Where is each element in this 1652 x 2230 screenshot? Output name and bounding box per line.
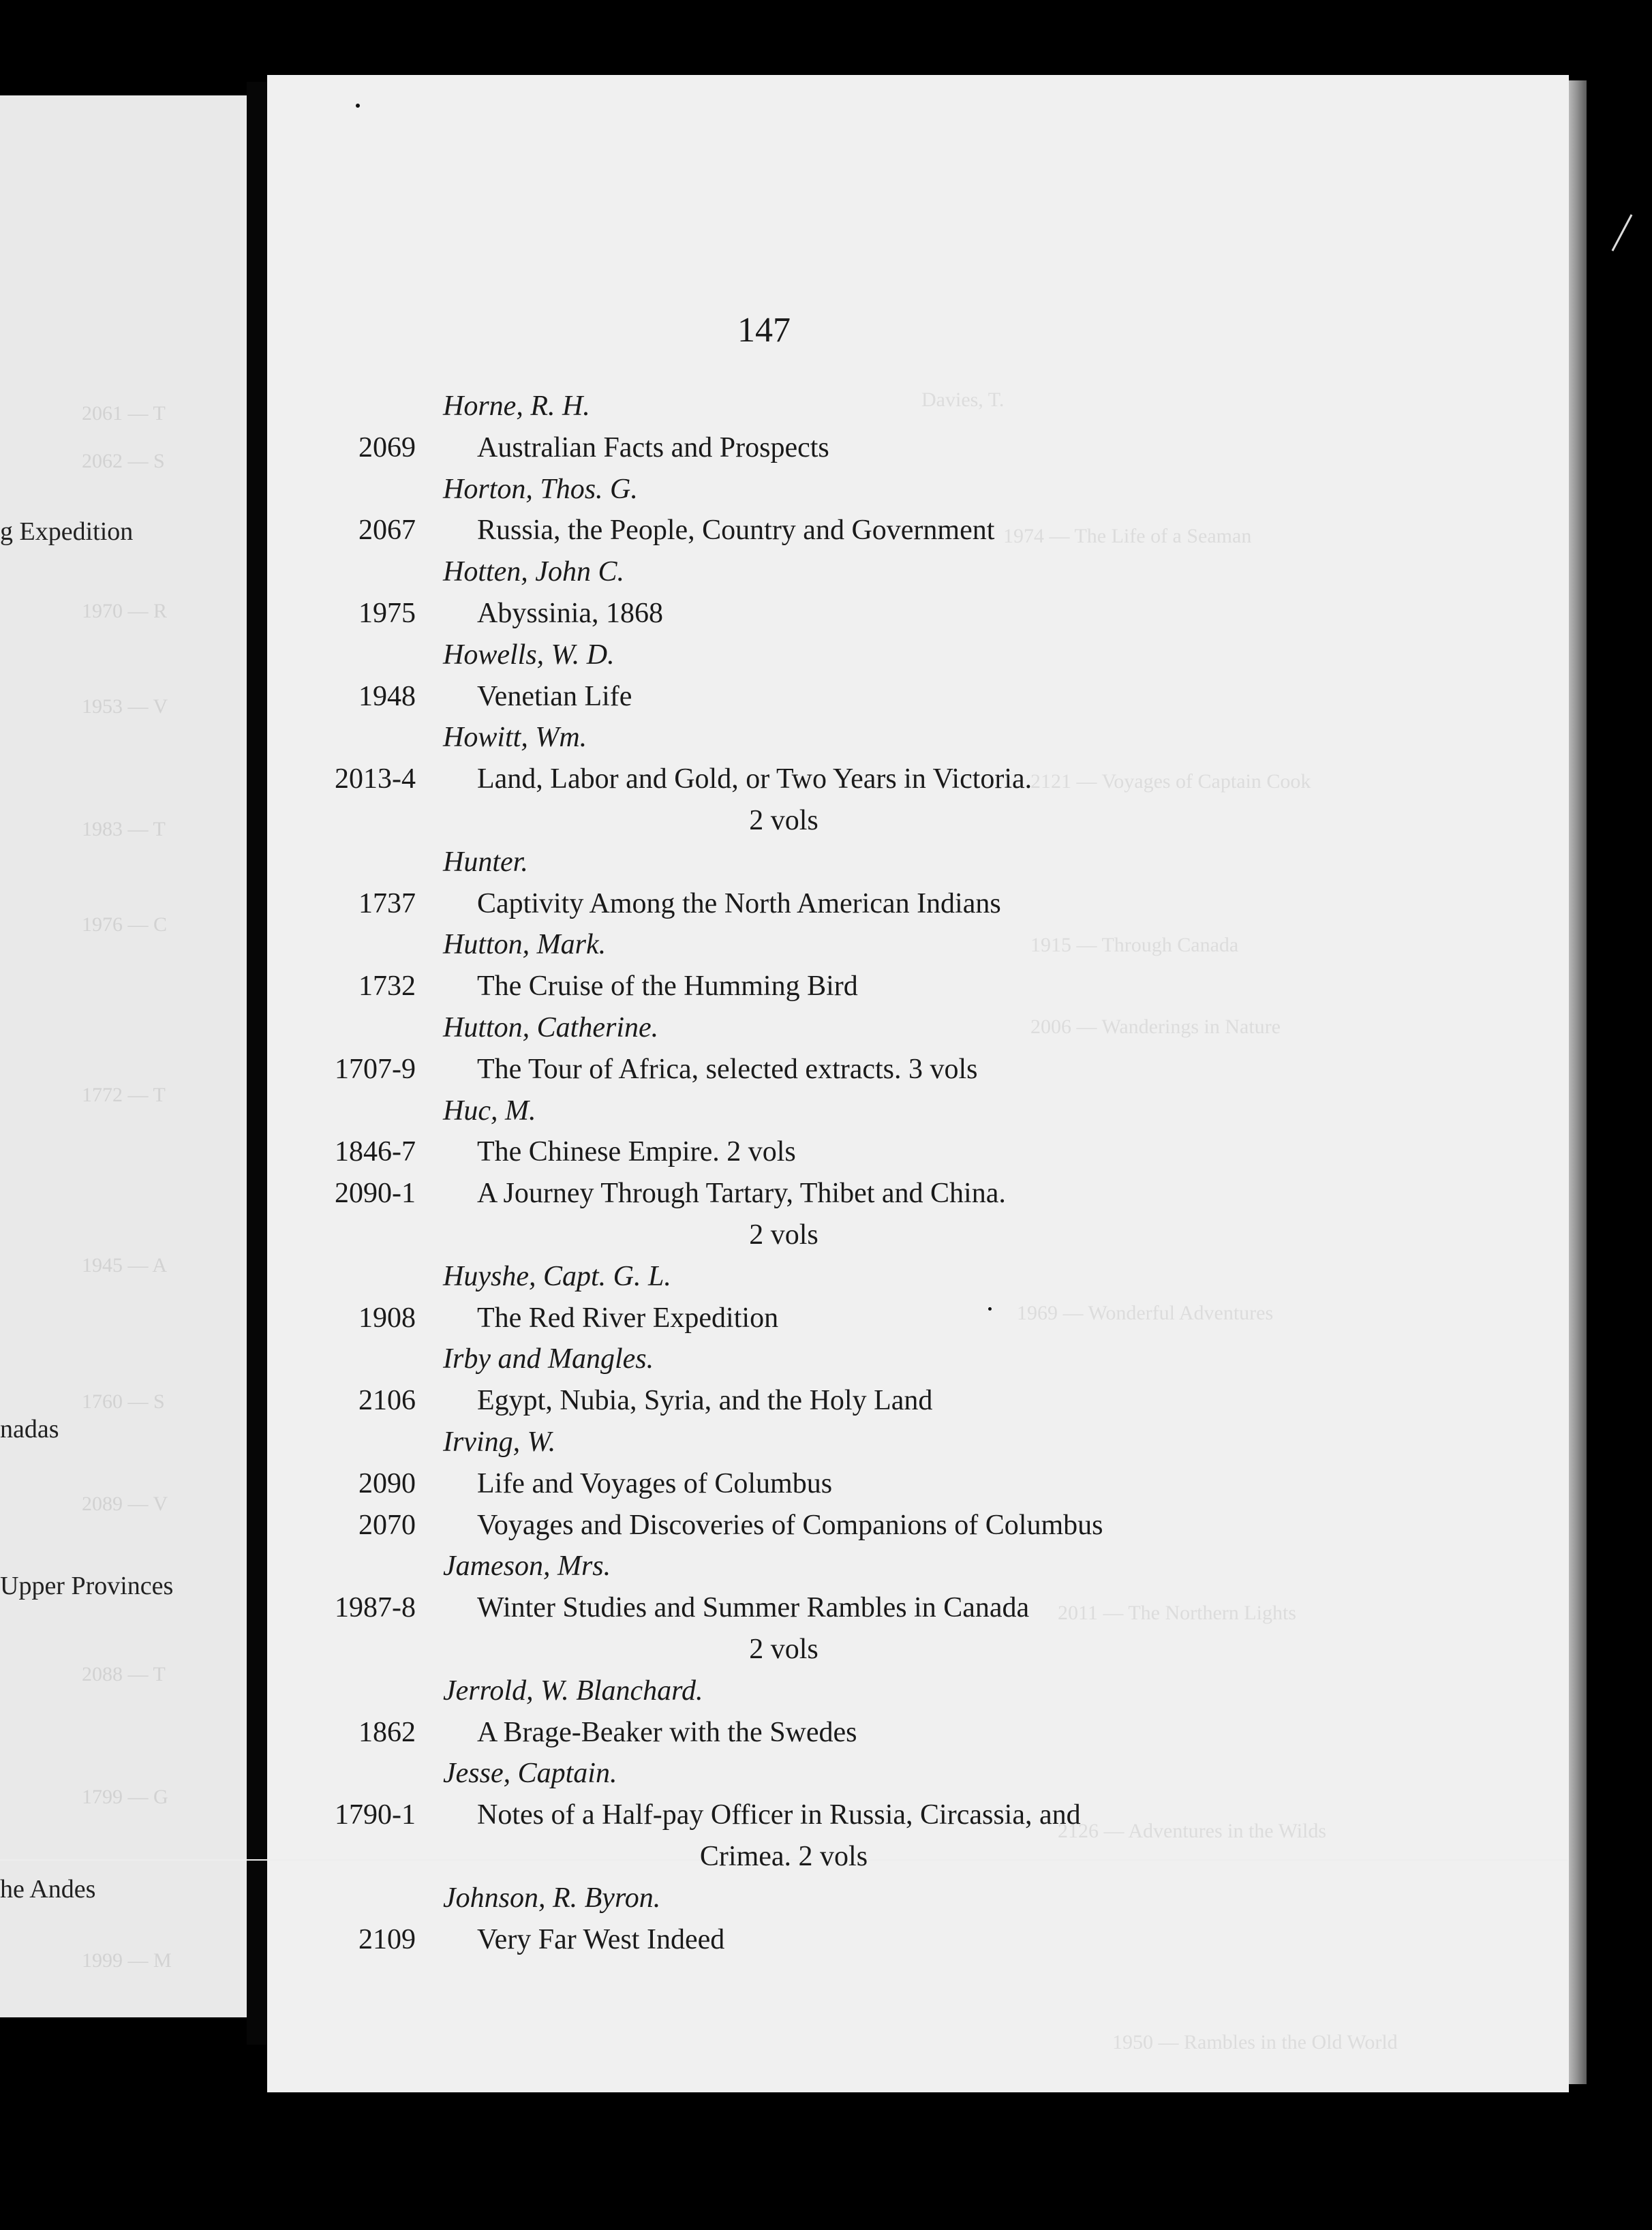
author-name: Irving, W. bbox=[443, 1426, 556, 1458]
catalog-entry bbox=[273, 1381, 1240, 1420]
book-title: The Tour of Africa, selected extracts. 3 vols bbox=[477, 1053, 978, 1085]
author-name: Johnson, R. Byron. bbox=[443, 1882, 661, 1914]
author-name: Horne, R. H. bbox=[443, 391, 590, 422]
book-title: Land, Labor and Gold, or Two Years in Victoria. bbox=[477, 763, 1032, 795]
book-title: Winter Studies and Summer Rambles in Canada bbox=[477, 1592, 1030, 1624]
book-title: Life and Voyages of Columbus bbox=[477, 1467, 833, 1499]
catalog-number: 2090-1 bbox=[335, 1178, 416, 1210]
left-faint-text: 1953 — V bbox=[82, 695, 168, 718]
bleed-through-text: 2011 — The Northern Lights bbox=[1058, 1602, 1296, 1624]
catalog-entry bbox=[273, 677, 1240, 716]
catalog-number: 1737 bbox=[358, 887, 416, 919]
book-title: Egypt, Nubia, Syria, and the Holy Land bbox=[477, 1385, 933, 1417]
author-name: Jerrold, W. Blanchard. bbox=[443, 1675, 703, 1707]
author-heading bbox=[273, 926, 1240, 964]
left-faint-text: 1999 — M bbox=[82, 1949, 172, 1972]
author-name: Huyshe, Capt. G. L. bbox=[443, 1260, 671, 1292]
catalog-number: 1790-1 bbox=[335, 1799, 416, 1831]
bleed-through-text: 1974 — The Life of a Seaman bbox=[1003, 525, 1252, 547]
author-heading bbox=[273, 1672, 1240, 1710]
author-name: Huc, M. bbox=[443, 1095, 536, 1127]
book-title: Venetian Life bbox=[477, 680, 632, 712]
catalog-entry bbox=[273, 1174, 1240, 1212]
volume-note: 2 vols bbox=[749, 805, 819, 836]
left-faint-text: 2062 — S bbox=[82, 450, 165, 472]
author-heading bbox=[273, 1009, 1240, 1047]
book-title: Captivity Among the North American Indians bbox=[477, 887, 1001, 919]
left-faint-text: 1760 — S bbox=[82, 1390, 165, 1413]
book-title: Very Far West Indeed bbox=[477, 1923, 725, 1955]
volume-note: Crimea. 2 vols bbox=[699, 1841, 868, 1872]
book-title: A Journey Through Tartary, Thibet and China. bbox=[477, 1178, 1006, 1210]
author-name: Hotten, John C. bbox=[443, 556, 624, 588]
catalog-number: 1987-8 bbox=[335, 1592, 416, 1624]
author-heading bbox=[273, 1092, 1240, 1130]
author-heading bbox=[273, 1754, 1240, 1792]
catalog-number: 2070 bbox=[358, 1509, 416, 1541]
catalog-number: 2069 bbox=[358, 431, 416, 463]
catalog-number: 2090 bbox=[358, 1467, 416, 1499]
left-faint-text: 1983 — T bbox=[82, 818, 166, 840]
catalog-entry bbox=[273, 1299, 1240, 1337]
catalog-number: 1975 bbox=[358, 598, 416, 629]
catalog-entry bbox=[273, 1713, 1240, 1752]
bleed-through-text: 2126 — Adventures in the Wilds bbox=[1058, 1820, 1327, 1842]
catalog-number: 2106 bbox=[358, 1385, 416, 1417]
page-number: 147 bbox=[737, 311, 791, 350]
author-heading bbox=[273, 843, 1240, 881]
catalog-entry bbox=[273, 1465, 1240, 1503]
bleed-through-text: Davies, T. bbox=[921, 388, 1005, 411]
left-faint-text: 1799 — G bbox=[82, 1786, 168, 1808]
author-name: Hunter. bbox=[443, 846, 528, 878]
catalog-entry bbox=[273, 1589, 1240, 1627]
author-heading bbox=[273, 553, 1240, 591]
left-faint-text: 1945 — A bbox=[82, 1254, 168, 1277]
continuation-line bbox=[273, 1837, 1240, 1876]
left-faint-text: 1976 — C bbox=[82, 913, 168, 936]
author-heading bbox=[273, 1257, 1240, 1296]
author-heading bbox=[273, 387, 1240, 425]
author-name: Irby and Mangles. bbox=[443, 1343, 654, 1375]
bleed-through-text: 2006 — Wanderings in Nature bbox=[1030, 1015, 1281, 1038]
author-heading bbox=[273, 470, 1240, 508]
author-name: Hutton, Catherine. bbox=[443, 1012, 659, 1043]
catalog-entry bbox=[273, 1133, 1240, 1171]
book-title: Notes of a Half-pay Officer in Russia, Circassia, and bbox=[477, 1799, 1081, 1831]
author-heading bbox=[273, 1547, 1240, 1585]
catalog-entry bbox=[273, 1506, 1240, 1544]
continuation-line bbox=[273, 1630, 1240, 1668]
catalog-number: 1908 bbox=[358, 1302, 416, 1334]
catalog-entry bbox=[273, 967, 1240, 1005]
bleed-through-text: 1950 — Rambles in the Old World bbox=[1112, 2031, 1398, 2053]
author-name: Horton, Thos. G. bbox=[443, 473, 638, 505]
left-faint-text: 2061 — T bbox=[82, 402, 166, 425]
author-heading bbox=[273, 636, 1240, 674]
book-title: The Red River Expedition bbox=[477, 1302, 779, 1334]
bleed-through-text: 1969 — Wonderful Adventures bbox=[1017, 1302, 1274, 1324]
book-title: Abyssinia, 1868 bbox=[477, 598, 663, 629]
continuation-line bbox=[273, 801, 1240, 840]
catalog-entry bbox=[273, 429, 1240, 467]
catalog-entry bbox=[273, 885, 1240, 923]
author-heading bbox=[273, 1879, 1240, 1917]
left-faint-text: 2089 — V bbox=[82, 1493, 168, 1515]
book-title: Russia, the People, Country and Government bbox=[477, 515, 995, 547]
catalog-number: 2067 bbox=[358, 515, 416, 547]
catalog-entry bbox=[273, 760, 1240, 798]
author-heading bbox=[273, 718, 1240, 757]
catalog-number: 2109 bbox=[358, 1923, 416, 1955]
author-heading bbox=[273, 1340, 1240, 1378]
catalog-entry bbox=[273, 1921, 1240, 1959]
film-scratch bbox=[1612, 214, 1633, 251]
author-name: Hutton, Mark. bbox=[443, 929, 607, 961]
catalog-entry bbox=[273, 511, 1240, 549]
catalog-entry bbox=[273, 1796, 1240, 1834]
catalog-number: 1862 bbox=[358, 1716, 416, 1748]
left-page-fragment: nadas bbox=[0, 1415, 59, 1444]
volume-note: 2 vols bbox=[749, 1219, 819, 1251]
catalog-entry bbox=[273, 594, 1240, 632]
catalog-number: 1846-7 bbox=[335, 1136, 416, 1168]
author-name: Howitt, Wm. bbox=[443, 722, 587, 754]
book-title: A Brage-Beaker with the Swedes bbox=[477, 1716, 857, 1748]
volume-note: 2 vols bbox=[749, 1634, 819, 1665]
bleed-through-text: 1915 — Through Canada bbox=[1030, 934, 1239, 956]
author-name: Jameson, Mrs. bbox=[443, 1551, 611, 1583]
catalog-number: 1948 bbox=[358, 680, 416, 712]
left-page-fragment: Upper Provinces bbox=[0, 1572, 174, 1600]
author-name: Jesse, Captain. bbox=[443, 1758, 617, 1790]
catalog-entry bbox=[273, 1050, 1240, 1088]
left-faint-text: 1970 — R bbox=[82, 600, 168, 622]
catalog-number: 1707-9 bbox=[335, 1053, 416, 1085]
catalog-number: 1732 bbox=[358, 971, 416, 1003]
author-name: Howells, W. D. bbox=[443, 639, 615, 671]
left-page-fragment: he Andes bbox=[0, 1875, 96, 1904]
ink-speck bbox=[356, 104, 360, 108]
book-title: The Chinese Empire. 2 vols bbox=[477, 1136, 796, 1168]
book-title: Australian Facts and Prospects bbox=[477, 431, 829, 463]
page-edge bbox=[1569, 80, 1587, 2084]
left-faint-text: 1772 — T bbox=[82, 1084, 166, 1106]
author-heading bbox=[273, 1423, 1240, 1461]
bleed-through-text: 2121 — Voyages of Captain Cook bbox=[1030, 770, 1311, 793]
left-faint-text: 2088 — T bbox=[82, 1663, 166, 1685]
book-title: Voyages and Discoveries of Companions of Columbus bbox=[477, 1509, 1103, 1541]
left-page bbox=[0, 95, 247, 2017]
book-title: The Cruise of the Humming Bird bbox=[477, 971, 858, 1003]
book-gutter bbox=[247, 82, 267, 2045]
catalog-number: 2013-4 bbox=[335, 763, 416, 795]
left-page-fragment: g Expedition bbox=[0, 517, 134, 546]
continuation-line bbox=[273, 1216, 1240, 1254]
